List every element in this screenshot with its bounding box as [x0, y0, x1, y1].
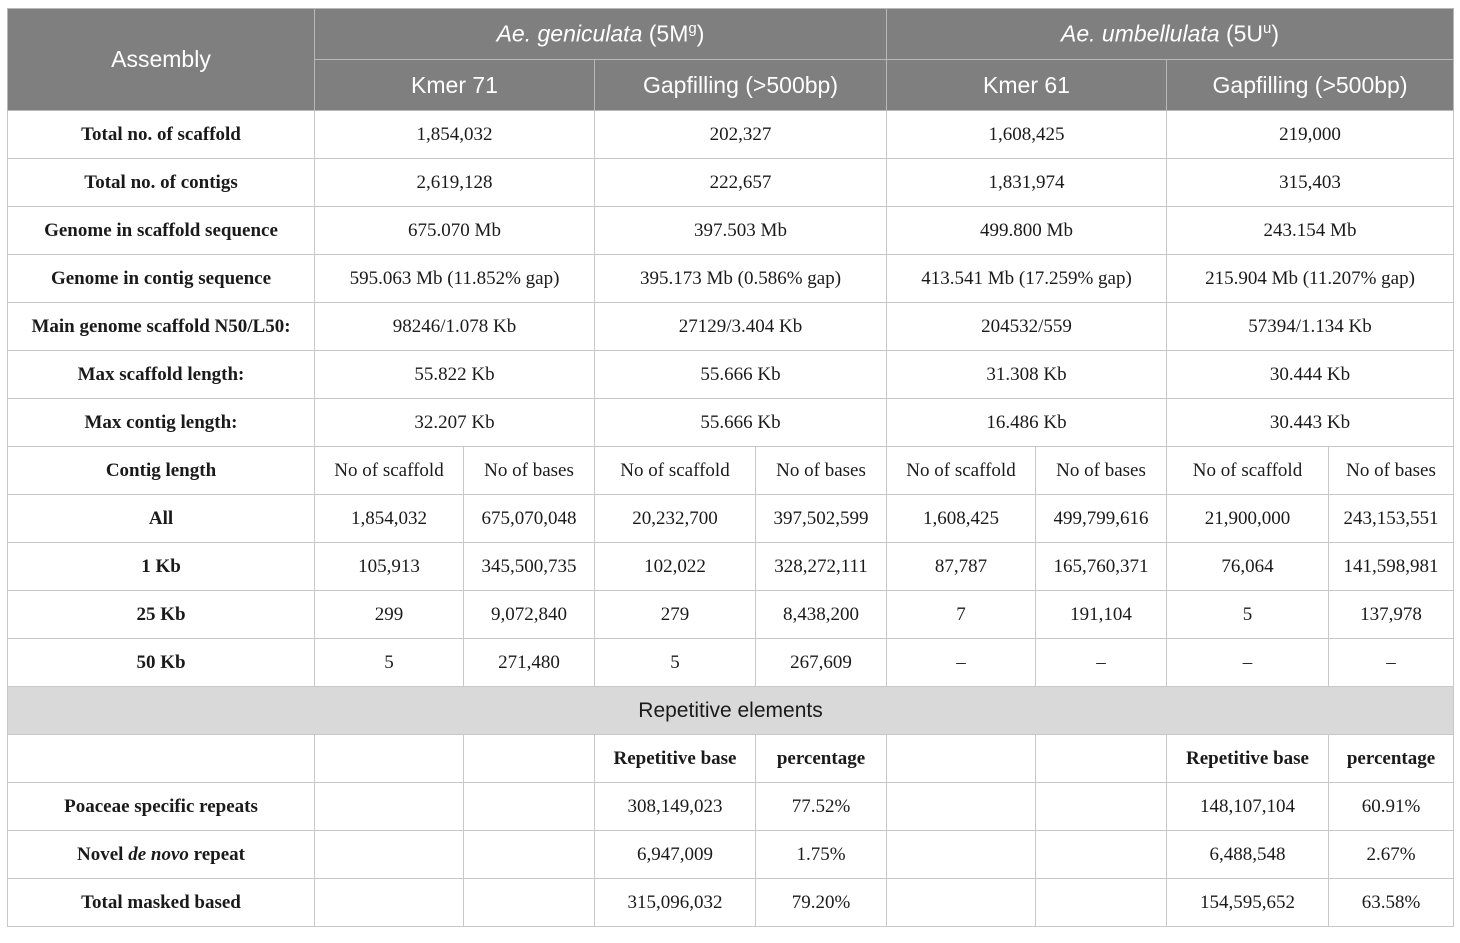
- column-header: No of scaffold: [595, 447, 756, 495]
- row-label: Contig length: [8, 447, 315, 495]
- cell: 299: [315, 591, 464, 639]
- contig-row: [8, 543, 1454, 591]
- contig-row: [8, 639, 1454, 687]
- cell: 397.503 Mb: [595, 207, 887, 255]
- contig-row: [8, 591, 1454, 639]
- cell: 141,598,981: [1329, 543, 1454, 591]
- cell: 2.67%: [1329, 831, 1454, 879]
- cell: 31.308 Kb: [887, 351, 1167, 399]
- cell: 215.904 Mb (11.207% gap): [1167, 255, 1454, 303]
- row-label: Max scaffold length:: [8, 351, 315, 399]
- cell: [315, 783, 464, 831]
- cell: 315,403: [1167, 159, 1454, 207]
- cell: 60.91%: [1329, 783, 1454, 831]
- cell: 328,272,111: [756, 543, 887, 591]
- column-header: No of scaffold: [315, 447, 464, 495]
- column-header: Repetitive base: [595, 735, 756, 783]
- header-assembly: Assembly: [8, 9, 315, 111]
- assembly-statistics-table: [7, 8, 1454, 927]
- section-title: Repetitive elements: [8, 687, 1454, 735]
- cell: 5: [595, 639, 756, 687]
- header-gapfilling-umbellulata: Gapfilling (>500bp): [1167, 60, 1454, 111]
- cell: 1,854,032: [315, 111, 595, 159]
- stat-row: [8, 399, 1454, 447]
- cell: 77.52%: [756, 783, 887, 831]
- cell: 595.063 Mb (11.852% gap): [315, 255, 595, 303]
- cell: 202,327: [595, 111, 887, 159]
- cell: 165,760,371: [1036, 543, 1167, 591]
- cell: 1,831,974: [887, 159, 1167, 207]
- cell: 222,657: [595, 159, 887, 207]
- cell: 79.20%: [756, 879, 887, 927]
- cell: [887, 783, 1036, 831]
- repetitive-row: [8, 831, 1454, 879]
- cell: 154,595,652: [1167, 879, 1329, 927]
- cell: 148,107,104: [1167, 783, 1329, 831]
- column-header: No of bases: [1036, 447, 1167, 495]
- cell: 7: [887, 591, 1036, 639]
- cell: 1,608,425: [887, 495, 1036, 543]
- repetitive-row: [8, 879, 1454, 927]
- row-label: Novel de novo repeat: [8, 831, 315, 879]
- empty-cell: [8, 735, 315, 783]
- cell: 57394/1.134 Kb: [1167, 303, 1454, 351]
- cell: [887, 831, 1036, 879]
- cell: 675,070,048: [464, 495, 595, 543]
- cell: 1.75%: [756, 831, 887, 879]
- cell: [1036, 831, 1167, 879]
- contig-row: [8, 495, 1454, 543]
- cell: 499,799,616: [1036, 495, 1167, 543]
- empty-cell: [464, 735, 595, 783]
- row-label: 25 Kb: [8, 591, 315, 639]
- stat-row: [8, 111, 1454, 159]
- contig-header-row: [8, 447, 1454, 495]
- row-label: Total masked based: [8, 879, 315, 927]
- cell: 102,022: [595, 543, 756, 591]
- header-species-geniculata: Ae. geniculata $(5M^g)$: [315, 9, 887, 60]
- row-label: Max contig length:: [8, 399, 315, 447]
- stat-row: [8, 351, 1454, 399]
- column-header: percentage: [756, 735, 887, 783]
- cell: 20,232,700: [595, 495, 756, 543]
- cell: 271,480: [464, 639, 595, 687]
- cell: 32.207 Kb: [315, 399, 595, 447]
- column-header: No of bases: [1329, 447, 1454, 495]
- column-header: Repetitive base: [1167, 735, 1329, 783]
- cell: 243.154 Mb: [1167, 207, 1454, 255]
- row-label: Genome in contig sequence: [8, 255, 315, 303]
- cell: 76,064: [1167, 543, 1329, 591]
- cell: –: [887, 639, 1036, 687]
- empty-cell: [315, 735, 464, 783]
- header-kmer-61: Kmer 61: [887, 60, 1167, 111]
- column-header: No of scaffold: [887, 447, 1036, 495]
- cell: [1036, 783, 1167, 831]
- cell: 137,978: [1329, 591, 1454, 639]
- cell: 243,153,551: [1329, 495, 1454, 543]
- cell: 413.541 Mb (17.259% gap): [887, 255, 1167, 303]
- header-gapfilling-geniculata: Gapfilling (>500bp): [595, 60, 887, 111]
- cell: 1,854,032: [315, 495, 464, 543]
- column-header: No of bases: [756, 447, 887, 495]
- cell: 30.443 Kb: [1167, 399, 1454, 447]
- cell: 675.070 Mb: [315, 207, 595, 255]
- cell: 1,608,425: [887, 111, 1167, 159]
- cell: 5: [1167, 591, 1329, 639]
- cell: 279: [595, 591, 756, 639]
- stat-row: [8, 255, 1454, 303]
- column-header: percentage: [1329, 735, 1454, 783]
- empty-cell: [1036, 735, 1167, 783]
- cell: 499.800 Mb: [887, 207, 1167, 255]
- cell: 267,609: [756, 639, 887, 687]
- cell: 105,913: [315, 543, 464, 591]
- cell: 6,947,009: [595, 831, 756, 879]
- cell: 219,000: [1167, 111, 1454, 159]
- cell: 397,502,599: [756, 495, 887, 543]
- cell: [315, 879, 464, 927]
- column-header: No of bases: [464, 447, 595, 495]
- stat-row: [8, 207, 1454, 255]
- cell: 191,104: [1036, 591, 1167, 639]
- cell: 21,900,000: [1167, 495, 1329, 543]
- cell: –: [1036, 639, 1167, 687]
- cell: 308,149,023: [595, 783, 756, 831]
- empty-cell: [887, 735, 1036, 783]
- row-label: Main genome scaffold N50/L50:: [8, 303, 315, 351]
- stat-row: [8, 303, 1454, 351]
- cell: 55.666 Kb: [595, 351, 887, 399]
- cell: –: [1167, 639, 1329, 687]
- repetitive-header-row: [8, 735, 1454, 783]
- cell: [464, 831, 595, 879]
- cell: 55.666 Kb: [595, 399, 887, 447]
- cell: 55.822 Kb: [315, 351, 595, 399]
- section-row-repetitive: [8, 687, 1454, 735]
- row-label: Total no. of scaffold: [8, 111, 315, 159]
- stat-row: [8, 159, 1454, 207]
- cell: [887, 879, 1036, 927]
- cell: 63.58%: [1329, 879, 1454, 927]
- cell: [464, 783, 595, 831]
- cell: [464, 879, 595, 927]
- cell: 315,096,032: [595, 879, 756, 927]
- cell: –: [1329, 639, 1454, 687]
- row-label: Poaceae specific repeats: [8, 783, 315, 831]
- column-header: No of scaffold: [1167, 447, 1329, 495]
- cell: 16.486 Kb: [887, 399, 1167, 447]
- cell: 345,500,735: [464, 543, 595, 591]
- cell: 27129/3.404 Kb: [595, 303, 887, 351]
- cell: 30.444 Kb: [1167, 351, 1454, 399]
- cell: 87,787: [887, 543, 1036, 591]
- cell: 98246/1.078 Kb: [315, 303, 595, 351]
- row-label: 50 Kb: [8, 639, 315, 687]
- cell: 395.173 Mb (0.586% gap): [595, 255, 887, 303]
- cell: 8,438,200: [756, 591, 887, 639]
- cell: 6,488,548: [1167, 831, 1329, 879]
- header-species-umbellulata: Ae. umbellulata $(5U^u)$: [887, 9, 1454, 60]
- row-label: 1 Kb: [8, 543, 315, 591]
- row-label: All: [8, 495, 315, 543]
- cell: [1036, 879, 1167, 927]
- row-label: Total no. of contigs: [8, 159, 315, 207]
- cell: 5: [315, 639, 464, 687]
- cell: 9,072,840: [464, 591, 595, 639]
- header-kmer-71: Kmer 71: [315, 60, 595, 111]
- repetitive-row: [8, 783, 1454, 831]
- cell: 204532/559: [887, 303, 1167, 351]
- header-row-species: [8, 9, 1454, 60]
- row-label: Genome in scaffold sequence: [8, 207, 315, 255]
- cell: [315, 831, 464, 879]
- cell: 2,619,128: [315, 159, 595, 207]
